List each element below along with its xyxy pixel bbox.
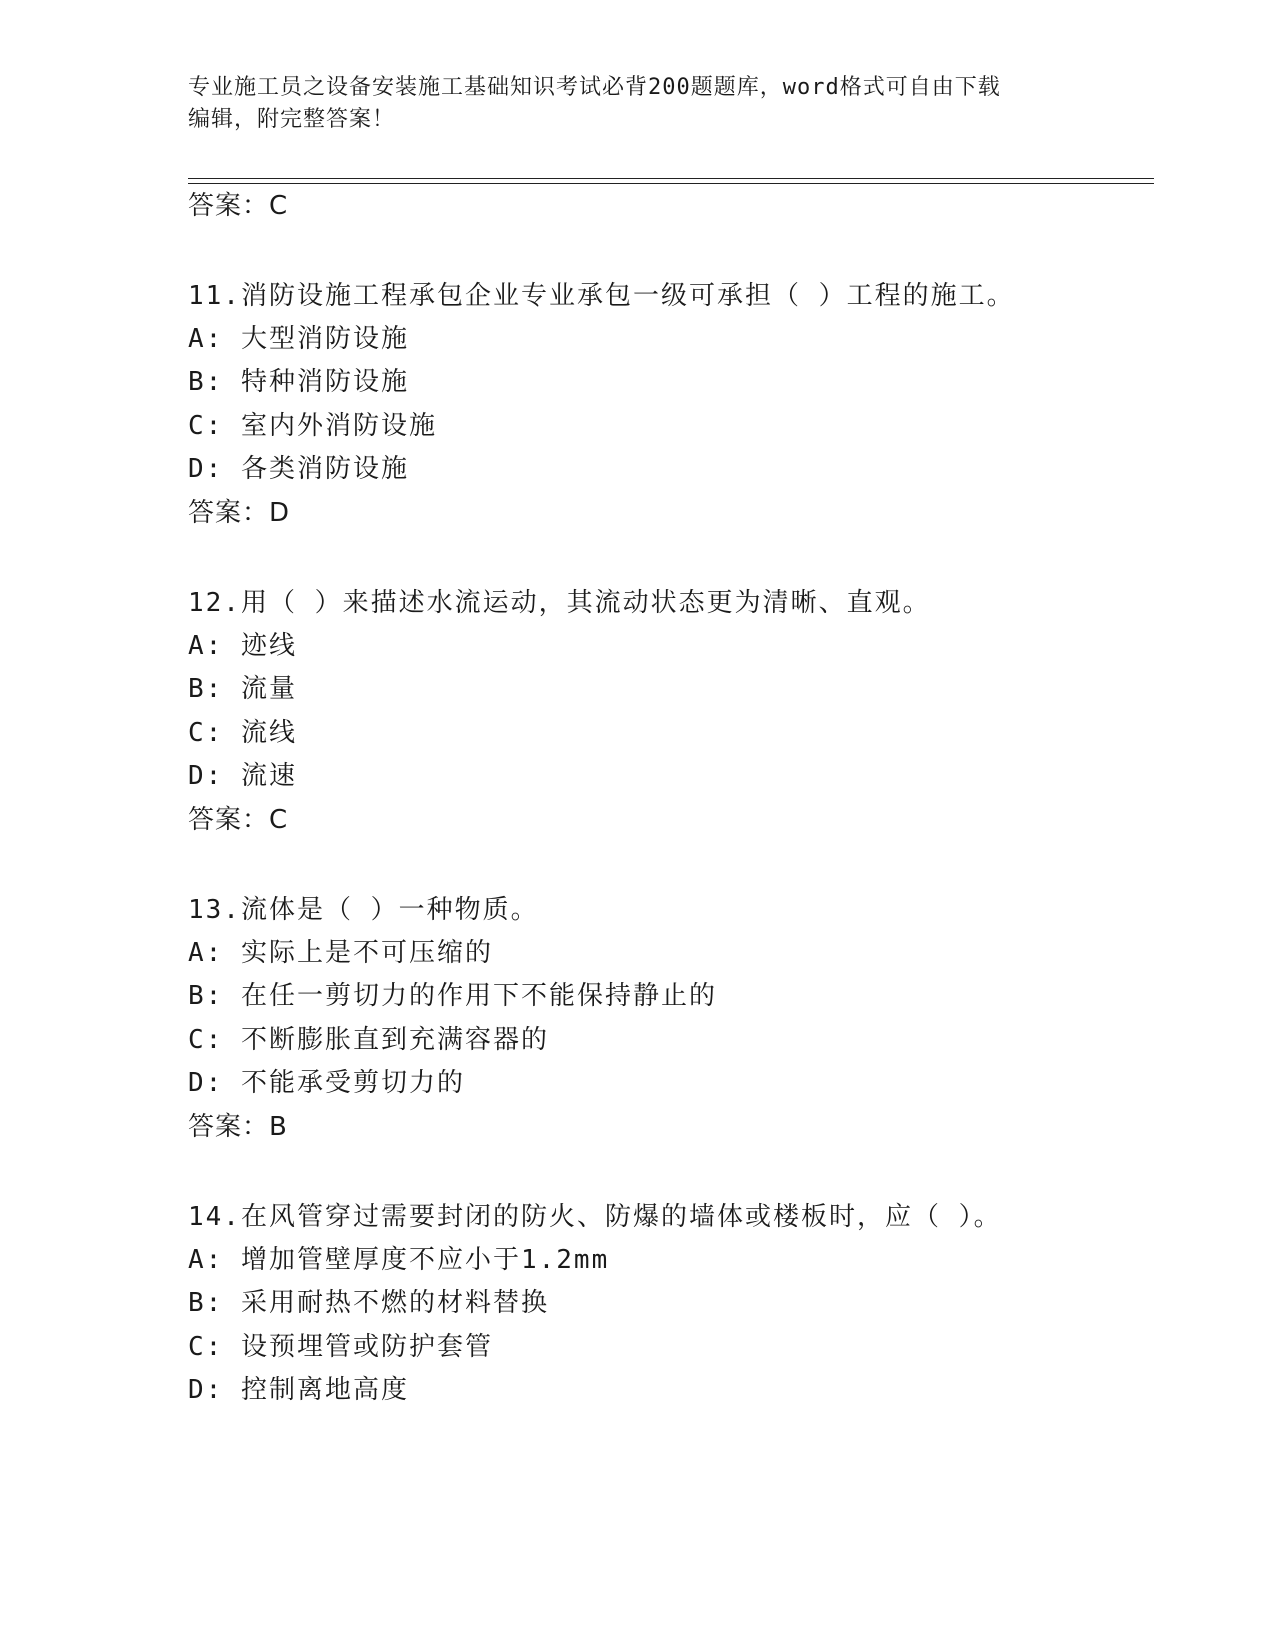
question-12-answer: 答案：C bbox=[188, 805, 289, 835]
question-14-option-a: A: 增加管壁厚度不应小于1.2mm bbox=[188, 1245, 610, 1275]
question-11-option-d: D: 各类消防设施 bbox=[188, 454, 409, 484]
question-11-option-b: B: 特种消防设施 bbox=[188, 367, 409, 397]
question-12-stem: 12.用（ ）来描述水流运动，其流动状态更为清晰、直观。 bbox=[188, 588, 931, 618]
header-divider-bottom bbox=[188, 183, 1154, 184]
question-11-stem: 11.消防设施工程承包企业专业承包一级可承担（ ）工程的施工。 bbox=[188, 281, 1015, 311]
question-12-option-b: B: 流量 bbox=[188, 674, 297, 704]
header-line-2: 编辑，附完整答案！ bbox=[188, 107, 396, 132]
question-12-option-d: D: 流速 bbox=[188, 761, 297, 791]
header-divider-top bbox=[188, 178, 1154, 179]
question-11-option-a: A: 大型消防设施 bbox=[188, 324, 409, 354]
question-13-option-c: C: 不断膨胀直到充满容器的 bbox=[188, 1025, 549, 1055]
question-14-option-c: C: 设预埋管或防护套管 bbox=[188, 1332, 493, 1362]
question-14-option-b: B: 采用耐热不燃的材料替换 bbox=[188, 1288, 549, 1318]
question-13-stem: 13.流体是（ ）一种物质。 bbox=[188, 895, 539, 925]
document-header bbox=[188, 72, 1068, 136]
question-11-option-c: C: 室内外消防设施 bbox=[188, 411, 437, 441]
question-12-option-a: A: 迹线 bbox=[188, 631, 297, 661]
question-12-option-c: C: 流线 bbox=[188, 718, 297, 748]
question-11-answer: 答案：D bbox=[188, 498, 291, 528]
previous-answer: 答案：C bbox=[188, 191, 289, 221]
question-13-answer: 答案：B bbox=[188, 1112, 288, 1142]
question-14-option-d: D: 控制离地高度 bbox=[188, 1375, 409, 1405]
question-13-option-d: D: 不能承受剪切力的 bbox=[188, 1068, 465, 1098]
question-13-option-b: B: 在任一剪切力的作用下不能保持静止的 bbox=[188, 981, 717, 1011]
question-13-option-a: A: 实际上是不可压缩的 bbox=[188, 938, 493, 968]
question-14-stem: 14.在风管穿过需要封闭的防火、防爆的墙体或楼板时，应（ ）。 bbox=[188, 1202, 1002, 1232]
header-line-1: 专业施工员之设备安装施工基础知识考试必背200题题库，word格式可自由下载 bbox=[188, 75, 1001, 100]
